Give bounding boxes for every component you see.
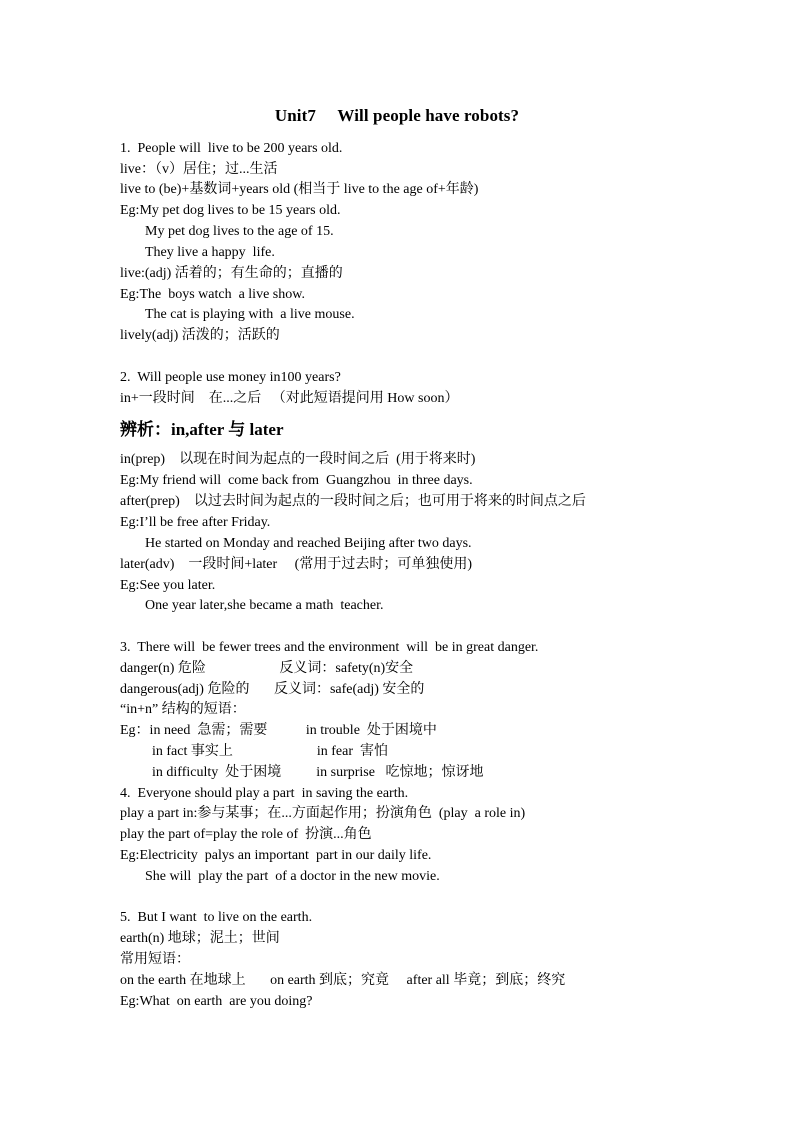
page-title: Unit7 Will people have robots? [274, 106, 520, 125]
text-line: live:(adj) 活着的；有生命的；直播的 [120, 266, 343, 281]
example-line: Eg:My pet dog lives to be 15 years old. [120, 203, 341, 218]
example-line: They live a happy life. [145, 245, 275, 260]
example-line: Eg:My friend will come back from Guangzhou in three days. [120, 473, 473, 488]
text-line: in+一段时间 在...之后 （对此短语提问用 How soon） [120, 391, 459, 406]
text-line: later(adv) 一段时间+later (常用于过去时；可单独使用) [120, 557, 472, 572]
example-line: in difficulty 处于困境 in surprise 吃惊地；惊讶地 [152, 765, 484, 780]
example-line: Eg:What on earth are you doing? [120, 994, 313, 1009]
text-line: “in+n” 结构的短语： [120, 702, 246, 717]
example-line: in fact 事实上 in fear 害怕 [152, 744, 389, 759]
text-line: danger(n) 危险 反义词：safety(n)安全 [120, 661, 414, 676]
point-3-sentence: 3. There will be fewer trees and the environment will be in great danger. [120, 640, 539, 655]
text-line: 常用短语： [120, 952, 190, 967]
example-line: The cat is playing with a live mouse. [145, 307, 355, 322]
text-line: after(prep) 以过去时间为起点的一段时间之后；也可用于将来的时间点之后 [120, 494, 586, 509]
text-line: play a part in:参与某事；在...方面起作用；扮演角色 (play a role in) [120, 806, 526, 821]
text-line: play the part of=play the role of 扮演...角色 [120, 827, 372, 842]
text-line: in(prep) 以现在时间为起点的一段时间之后 (用于将来时) [120, 452, 476, 467]
text-line: earth(n) 地球；泥土；世间 [120, 931, 280, 946]
example-line: He started on Monday and reached Beijing after two days. [145, 536, 472, 551]
example-line: Eg:I’ll be free after Friday. [120, 515, 271, 530]
text-line: lively(adj) 活泼的；活跃的 [120, 328, 280, 343]
text-line: dangerous(adj) 危险的 反义词：safe(adj) 安全的 [120, 682, 425, 697]
point-5-sentence: 5. But I want to live on the earth. [120, 910, 313, 925]
example-line: My pet dog lives to the age of 15. [145, 224, 334, 239]
example-line: Eg:The boys watch a live show. [120, 287, 305, 302]
section-heading: 辨析：in,after 与 later [120, 420, 284, 439]
text-line: live：（v）居住；过...生活 [120, 162, 278, 177]
example-line: Eg:See you later. [120, 578, 216, 593]
point-4-sentence: 4. Everyone should play a part in saving the earth. [120, 786, 409, 801]
example-line: Eg:Electricity palys an important part in our daily life. [120, 848, 432, 863]
example-line: Eg：in need 急需；需要 in trouble 处于困境中 [120, 723, 437, 738]
text-line: on the earth 在地球上 on earth 到底；究竟 after all 毕竟；到底；终究 [120, 973, 566, 988]
text-line: live to (be)+基数词+years old (相当于 live to the age of+年龄) [120, 182, 479, 197]
example-line: One year later,she became a math teacher. [145, 598, 384, 613]
point-1-sentence: 1. People will live to be 200 years old. [120, 141, 343, 156]
point-2-sentence: 2. Will people use money in100 years? [120, 370, 341, 385]
example-line: She will play the part of a doctor in the new movie. [145, 869, 440, 884]
